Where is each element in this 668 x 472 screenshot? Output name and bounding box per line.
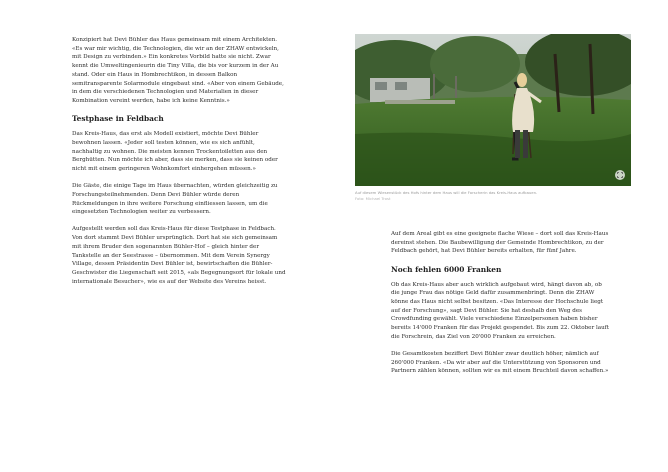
expand-icon-glyph [617,172,623,178]
left-article-column [72,36,286,295]
article-photo[interactable] [355,34,631,186]
article-paragraph: Aufgestellt werden soll das Kreis-Haus für diese Testphase in Feldbach. Von dort stammt Devi Bühler ursprünglich. Dort hat sie sich gemeinsam mit ihrem Bruder den sogenannten Bühler-Hof – gleich hinter der Tankstelle an der Seestrasse – übernommen. Mit dem Verein Synergy Village, dessen Präsidentin Devi Bühler ist, bewirtschaften die Bühler-Geschwister die Liegenschaft seit 2015, «als Begegnungsort für lokale und internationale Besucher», wie es auf der Website des Vereins heisst. [72,226,286,285]
article-paragraph: Die Gäste, die einige Tage im Haus übernachten, würden gleichzeitig zu Forschungsteilnehmenden. Denn Devi Bühler würde deren Rückmeldungen in ihre weitere Forschung einfliessen lassen, um die eingesetzten Technologien weiter zu verbessern. [72,183,278,216]
photo-caption [355,190,631,201]
section-heading-franken: Noch fehlen 6000 Franken [391,264,502,274]
photo-caption-text: Auf diesem Wiesenstück des Hofs hinter dem Haus will die Forscherin das Kreis-Haus aufbauen. [355,190,538,195]
photo-illustration [355,34,631,186]
intro-paragraph: Konzipiert hat Devi Bühler das Haus gemeinsam mit einem Architekten. «Es war mir wichtig, die Technologien, die wir an der ZHAW entwickeln, mit Design zu verbinden.» Ein konkretes Vorbild hatte sie nicht. Zwar kennt die Umweltingenieurin die Tiny Villa, die bis vor kurzem in der Au stand. Oder ein Haus in Hombrechtikon, in dessen Balkon semitransparente Solarmodule eingebaut sind. «Aber von einem Gebäude, in dem die verschiedenen Technologien und Materialien in dieser Kombination vereint werden, habe ich keine Kenntnis.» [72,37,284,104]
article-paragraph: Die Gesamtkosten beziffert Devi Bühler zwar deutlich höher, nämlich auf 260'000 Franken. «Da wir aber auf die Unterstützung von Sponsoren und Partnern zählen können, sollten wir es mit einem Bruchteil davon schaffen.» [391,351,609,375]
photo-credit: Foto: Michael Trost [355,195,391,201]
expand-icon[interactable] [615,170,625,180]
article-paragraph: Ob das Kreis-Haus aber auch wirklich aufgebaut wird, hängt davon ab, ob die junge Frau das nötige Geld dafür zusammenbringt. Denn die ZHAW könne das Haus nicht selbst besitzen. «Das Interesse der Hochschule liegt auf der Forschung», sagt Devi Bühler. Sie hat deshalb den Weg des Crowdfunding gewählt. Viele verschiedene Einzelpersonen haben bisher bereits 14'000 Franken für das Projekt gespendet. Bis zum 22. Oktober lauft die Forschrein, das Ziel von 20'000 Franken zu erreichen. [391,281,609,340]
article-paragraph: Das Kreis-Haus, das erst als Modell existiert, möchte Devi Bühler bewohnen lassen. «Jeder soll testen können, wie es sich anfühlt, nachhaltig zu wohnen. Die meisten kennen Trockentoiletten aus den Berghütten. Nun möchte ich aber, dass sie merken, dass sie keinen oder nicht mit einem geringeren Wohnkomfort einhergehen müssen.» [72,131,278,172]
right-article-column [391,230,611,385]
section-heading-testphase: Testphase in Feldbach [72,114,164,124]
intro-paragraph: Auf dem Areal gibt es eine geeignete flache Wiese – dort soll das Kreis-Haus dereinst stehen. Die Baubewilligung der Gemeinde Hombrechtikon, zu der Feldbach gehört, hat Devi Bühler bereits erhalten, für fünf Jahre. [391,231,609,255]
